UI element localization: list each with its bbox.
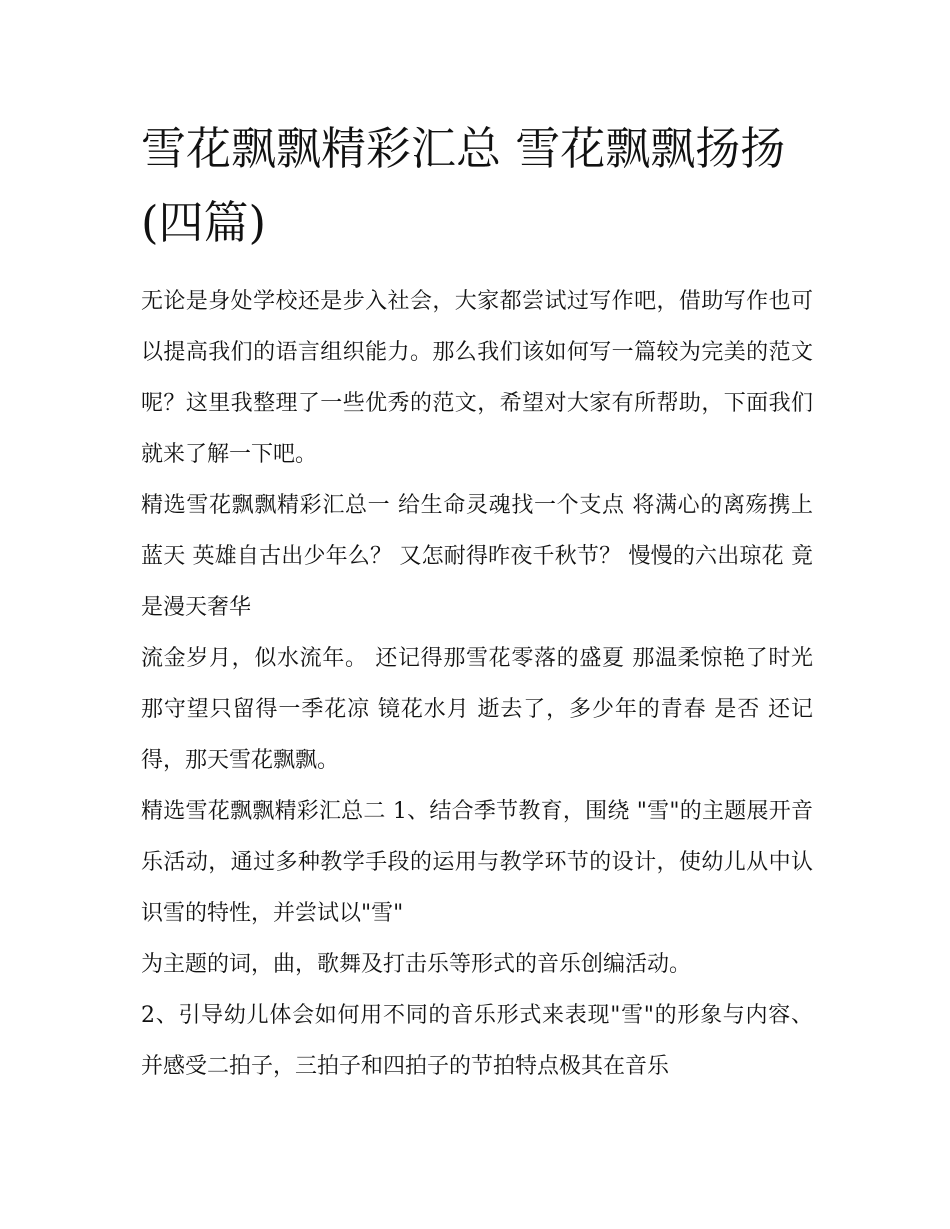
paragraph-section-two-continued: 为主题的词，曲，歌舞及打击乐等形式的音乐创编活动。 bbox=[141, 952, 692, 977]
document-title: 雪花飘飘精彩汇总 雪花飘飘扬扬(四篇) bbox=[141, 122, 786, 249]
paragraph-intro: 无论是身处学校还是步入社会，大家都尝试过写作吧，借助写作也可以提高我们的语言组织能力。那么我们该如何写一篇较为完美的范文呢？这里我整理了一些优秀的范文，希望对大家有所帮助，下面我们就来了解一下吧。 bbox=[141, 289, 813, 467]
paragraph-section-one-continued: 流金岁月，似水流年。 还记得那雪花零落的盛夏 那温柔惊艳了时光 那守望只留得一季花凉 镜花水月 逝去了，多少年的青春 是否 还记得，那天雪花飘飘。 bbox=[141, 646, 813, 773]
paragraph-section-two-item-2: 2、引导幼儿体会如何用不同的音乐形式来表现"雪"的形象与内容、并感受二拍子，三拍子和四拍子的节拍特点极其在音乐 bbox=[141, 1003, 813, 1079]
document-page bbox=[141, 112, 813, 1092]
paragraph-section-two: 精选雪花飘飘精彩汇总二 1、结合季节教育，围绕 "雪"的主题展开音乐活动，通过多种教学手段的运用与教学环节的设计，使幼儿从中认识雪的特性，并尝试以"雪" bbox=[141, 799, 813, 926]
paragraph-section-one: 精选雪花飘飘精彩汇总一 给生命灵魂找一个支点 将满心的离殇携上蓝天 英雄自古出少年么？ 又怎耐得昨夜千秋节？ 慢慢的六出琼花 竟是漫天奢华 bbox=[141, 493, 813, 620]
